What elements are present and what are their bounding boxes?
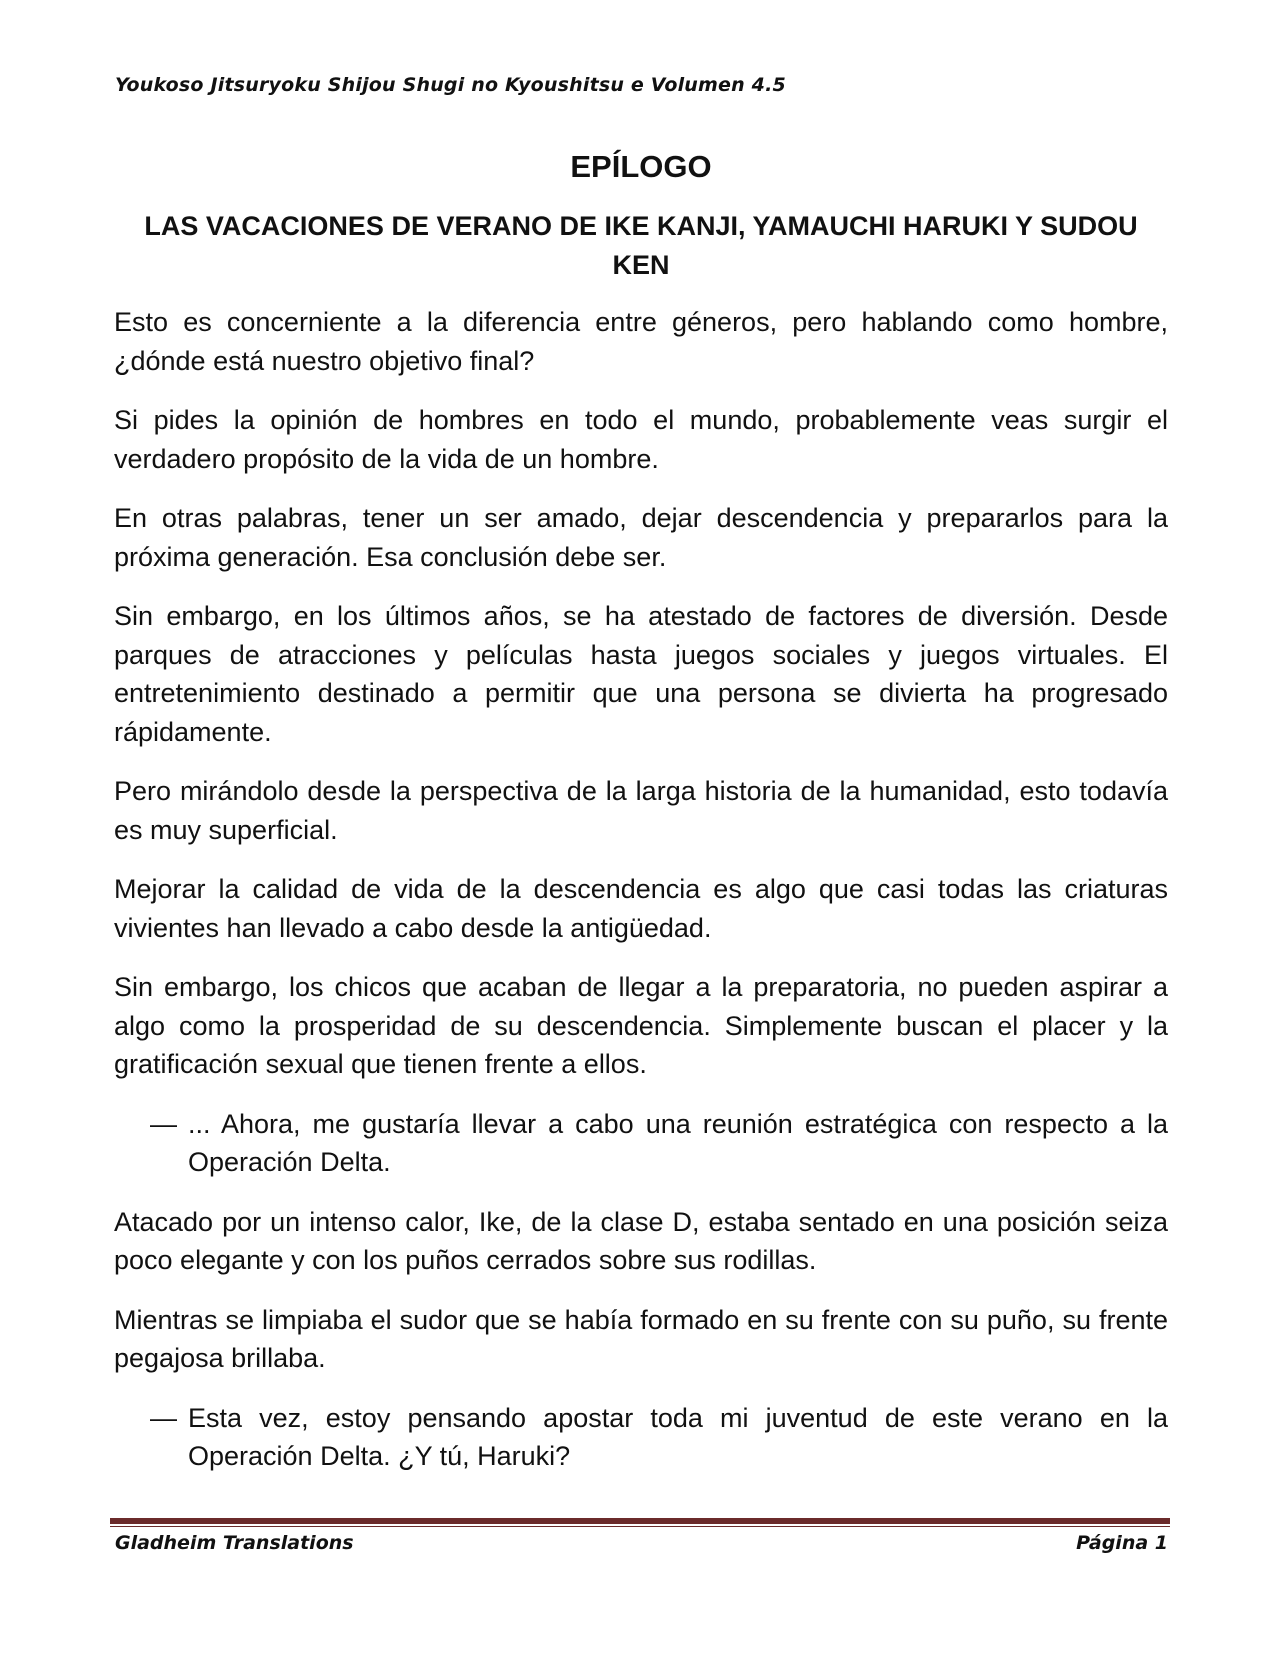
dialogue-dash: — xyxy=(150,1108,177,1139)
dialogue-text: Esta vez, estoy pensando apostar toda mi juventud de este verano en la Operación Delta. ¿Y tú, Haruki? xyxy=(188,1402,1168,1472)
translator-credit: Gladheim Translations xyxy=(115,1532,354,1554)
paragraph: Sin embargo, los chicos que acaban de llegar a la preparatoria, no pueden aspirar a algo como la prosperidad de su descendencia. Simplemente buscan el placer y la gratificación sexual que tienen frente a ellos. xyxy=(114,972,1168,1080)
paragraph: Sin embargo, en los últimos años, se ha atestado de factores de diversión. Desde parques de atracciones y películas hasta juegos sociales y juegos virtuales. El entretenimiento destinado a permitir que una persona se divierta ha progresado rápidamente. xyxy=(114,601,1168,747)
footer-divider xyxy=(110,1518,1170,1524)
paragraph: Pero mirándolo desde la perspectiva de la larga historia de la humanidad, esto todavía es muy superficial. xyxy=(114,776,1168,845)
paragraph: Atacado por un intenso calor, Ike, de la clase D, estaba sentado en una posición seiza poco elegante y con los puños cerrados sobre sus rodillas. xyxy=(114,1206,1168,1276)
dialogue-line xyxy=(114,1105,1168,1182)
book-title-header: Youkoso Jitsuryoku Shijou Shugi no Kyoushitsu e Volumen 4.5 xyxy=(115,74,786,96)
chapter-subtitle: LAS VACACIONES DE VERANO DE IKE KANJI, YAMAUCHI HARUKI Y SUDOU KEN xyxy=(144,211,1138,281)
page-content xyxy=(114,148,1168,1497)
footer-divider-thin xyxy=(110,1526,1170,1527)
dialogue-dash: — xyxy=(150,1402,177,1433)
dialogue-line xyxy=(114,1399,1168,1476)
dialogue-text: ... Ahora, me gustaría llevar a cabo una reunión estratégica con respecto a la Operación Delta. xyxy=(188,1108,1168,1178)
paragraph: Si pides la opinión de hombres en todo el mundo, probablemente veas surgir el verdadero propósito de la vida de un hombre. xyxy=(114,405,1168,474)
paragraph: En otras palabras, tener un ser amado, dejar descendencia y prepararlos para la próxima generación. Esa conclusión debe ser. xyxy=(114,503,1168,572)
paragraph: Mientras se limpiaba el sudor que se había formado en su frente con su puño, su frente pegajosa brillaba. xyxy=(114,1304,1168,1374)
paragraph: Esto es concerniente a la diferencia entre géneros, pero hablando como hombre, ¿dónde está nuestro objetivo final? xyxy=(114,307,1168,376)
page-number: Página 1 xyxy=(1076,1532,1168,1554)
paragraph: Mejorar la calidad de vida de la descendencia es algo que casi todas las criaturas vivientes han llevado a cabo desde la antigüedad. xyxy=(114,874,1168,943)
chapter-title: EPÍLOGO xyxy=(570,149,712,184)
